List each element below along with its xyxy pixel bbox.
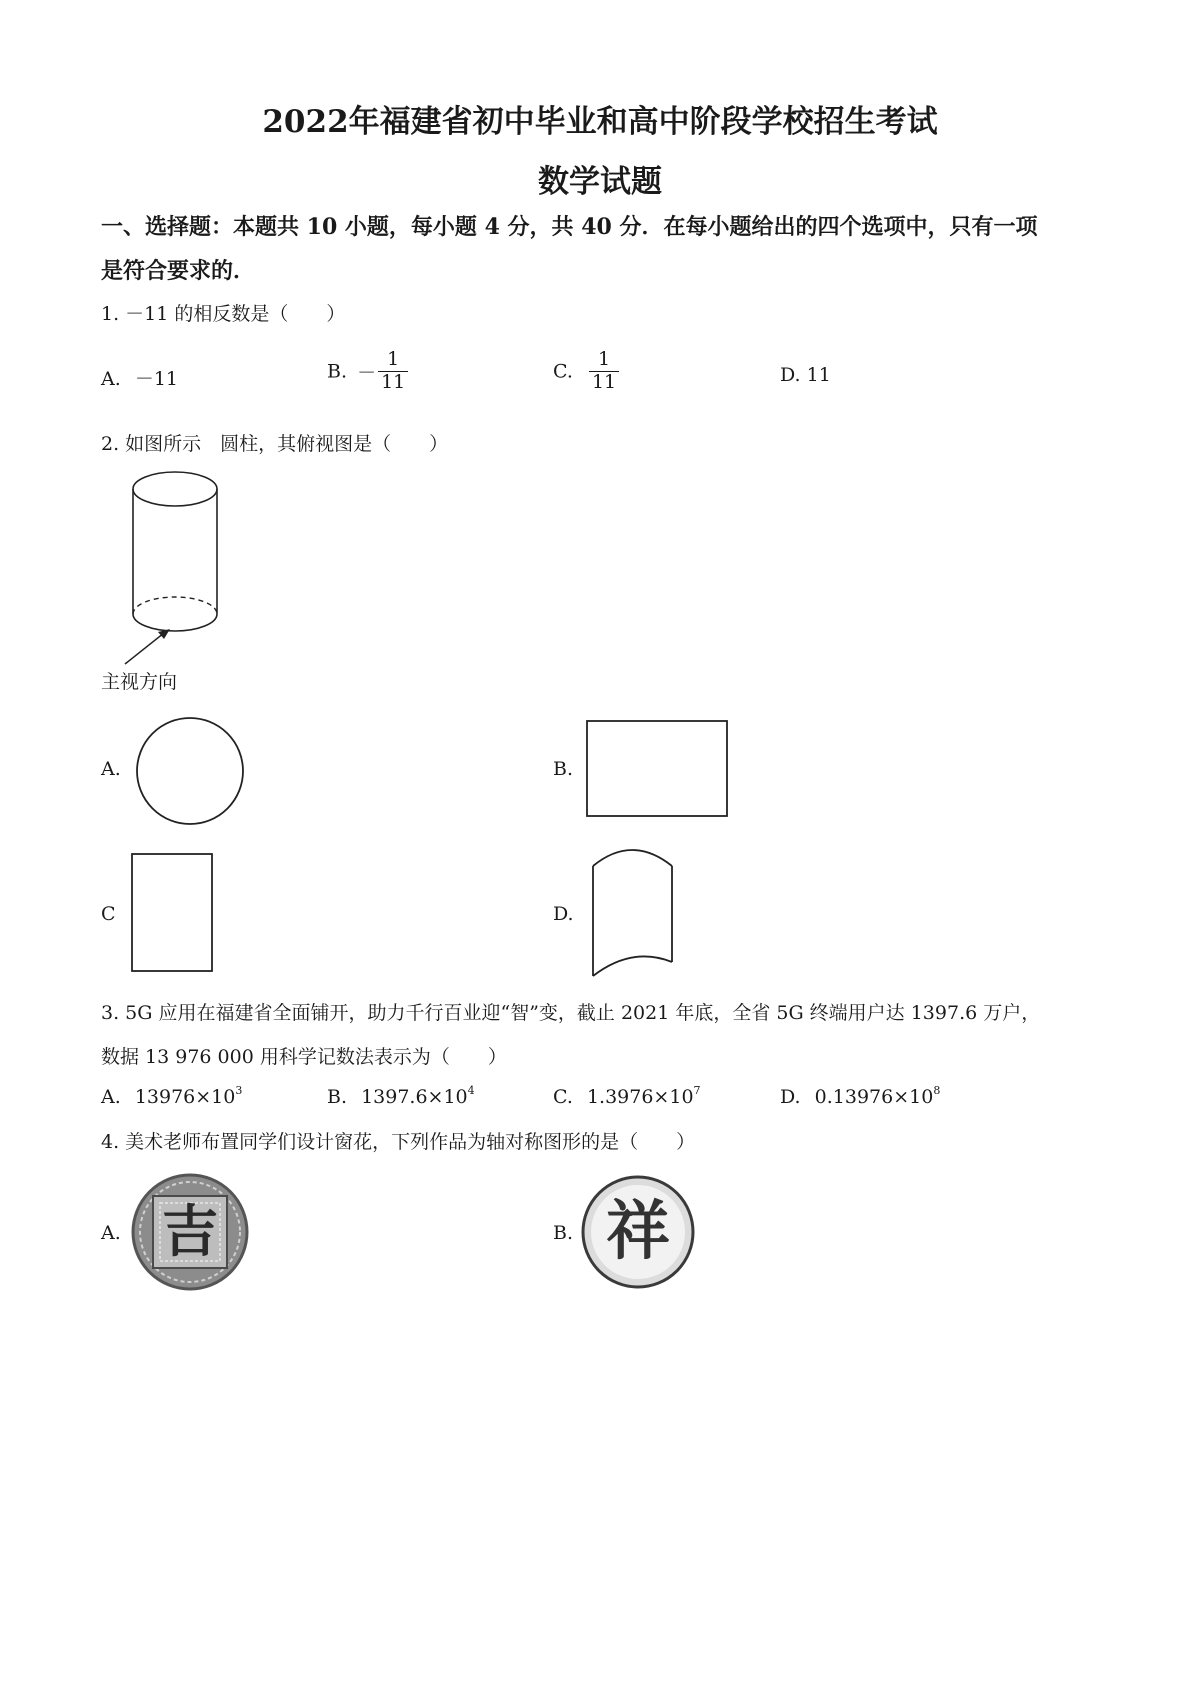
option-value: 1.3976×10 [586,1086,694,1108]
option-exponent: 7 [693,1084,701,1097]
question-4-stem: 4. 美术老师布置同学们设计窗花，下列作品为轴对称图形的是（ ） [101,1131,696,1153]
question-2-option-b-label[interactable]: B. [553,758,574,780]
question-3-stem-line1: 3. 5G 应用在福建省全面铺开，助力千行百业迎“智”变，截止 2021 年底，全省 5G 终端用户达 1397.6 万户， [101,1002,1041,1024]
section-instructions-line2: 是符合要求的． [101,258,256,284]
question-1-option-d[interactable]: D. 11 [780,364,831,386]
option-label: B. [327,360,348,383]
fraction-numerator: 1 [589,349,619,372]
paper-cut-character-xiang: 祥 [606,1195,670,1269]
question-2-option-a-label[interactable]: A. [101,758,121,780]
option-value: 0.13976×10 [814,1086,934,1108]
question-3-stem-line2: 数据 13 976 000 用科学记数法表示为（ ） [101,1046,507,1068]
question-4-option-a-label[interactable]: A. [101,1222,121,1244]
option-exponent: 4 [467,1084,475,1097]
option-label: A. [101,1086,121,1108]
paper-cut-character-ji: 吉 [162,1199,218,1265]
option-value: 1397.6×10 [361,1086,468,1108]
option-label: A. [101,368,121,390]
option-label: C. [553,1086,573,1108]
section-instructions-line1: 一、选择题：本题共 10 小题，每小题 4 分，共 40 分．在每小题给出的四个选项中，只有一项 [101,214,1038,240]
question-2-option-c-label[interactable]: C [101,903,116,925]
fraction-denominator: 11 [381,370,406,393]
question-1-stem: 1. －11 的相反数是（ ） [101,303,346,325]
option-label: D. [780,1086,801,1108]
option-value: 13976×10 [134,1086,236,1108]
figure-caption-view-direction: 主视方向 [101,671,178,693]
question-2-option-d-label[interactable]: D. [553,903,574,925]
question-4-option-b-label[interactable]: B. [553,1222,574,1244]
exam-title: 2022年福建省初中毕业和高中阶段学校招生考试 [262,104,938,140]
option-exponent: 3 [235,1084,243,1097]
option-label: C. [553,360,573,383]
option-sign: － [357,361,377,384]
fraction-denominator: 11 [591,370,617,393]
option-value: －11 [134,368,178,390]
option-label: B. [327,1086,348,1108]
option-exponent: 8 [933,1084,941,1097]
question-2-stem: 2. 如图所示 圆柱，其俯视图是（ ） [101,433,449,455]
exam-subtitle: 数学试题 [538,164,662,200]
fraction-numerator: 1 [378,349,408,372]
